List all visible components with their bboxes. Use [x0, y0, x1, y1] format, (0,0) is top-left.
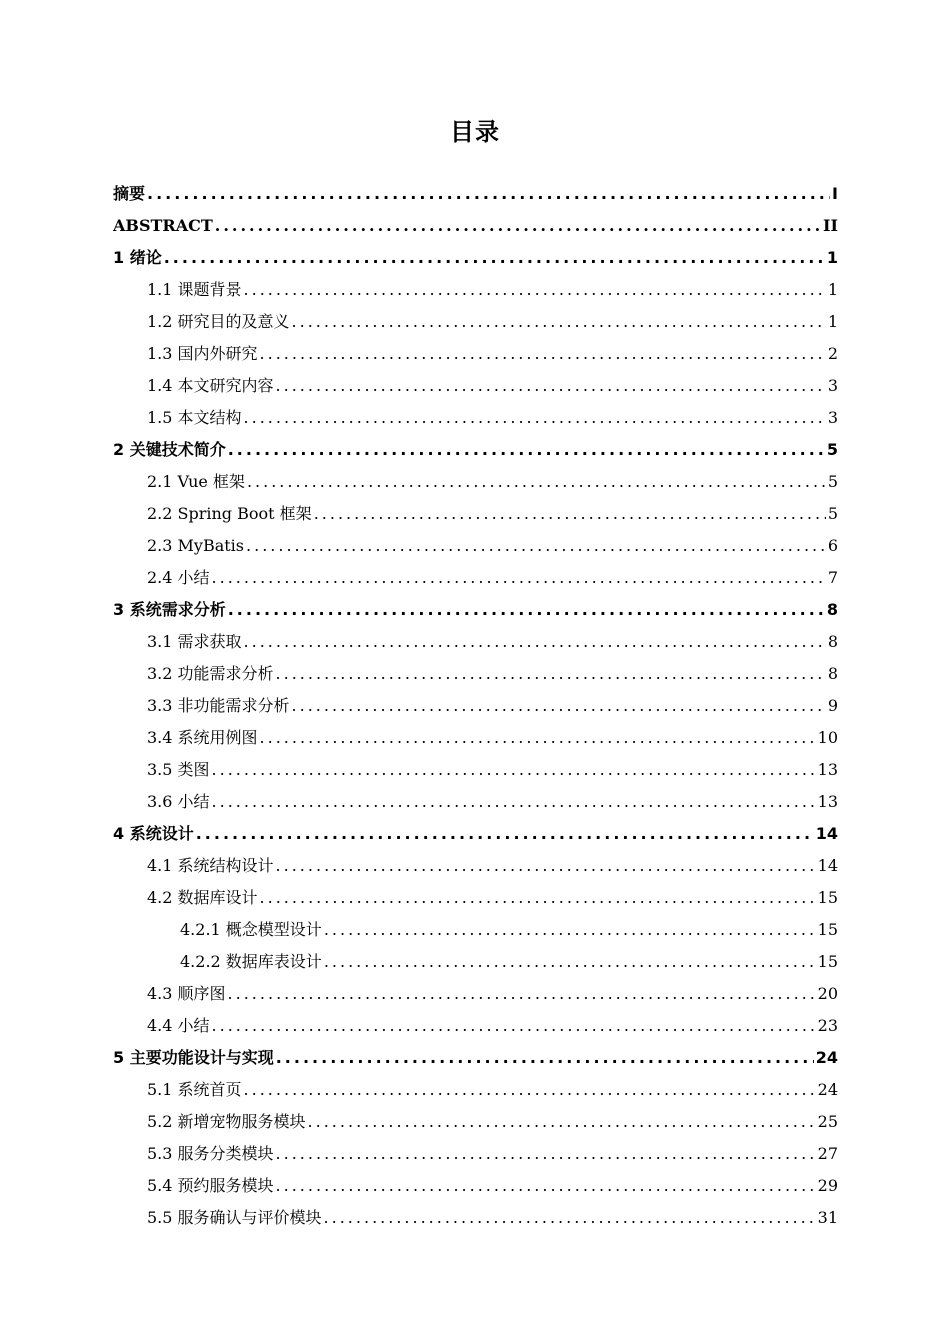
toc-dot-leader — [276, 1138, 816, 1170]
toc-entry[interactable] — [113, 754, 838, 786]
toc-entry-page: 8 — [826, 600, 838, 619]
toc-entry[interactable] — [113, 402, 838, 434]
toc-entry-label: 3.5 类图 — [147, 760, 210, 779]
toc-entry-label: 2.3 MyBatis — [147, 536, 245, 555]
toc-entry[interactable] — [113, 1170, 838, 1202]
toc-entry-label: 4.2.1 概念模型设计 — [180, 920, 322, 939]
toc-dot-leader — [212, 754, 816, 786]
toc-entry[interactable] — [113, 338, 838, 370]
toc-entry[interactable] — [113, 562, 838, 594]
toc-entry-page: I — [832, 184, 838, 203]
toc-entry-label: 4.2 数据库设计 — [147, 888, 258, 907]
toc-entry-label: 3 系统需求分析 — [113, 600, 226, 619]
toc-entry-label: ABSTRACT — [113, 216, 213, 235]
toc-entry-page: 13 — [817, 792, 838, 811]
toc-entry-page: 1 — [826, 248, 838, 267]
toc-dot-leader — [246, 530, 826, 562]
toc-entry-page: 31 — [817, 1208, 838, 1227]
toc-entry[interactable] — [113, 946, 838, 978]
toc-entry-label: 1.2 研究目的及意义 — [147, 312, 290, 331]
toc-entry-label: 1.5 本文结构 — [147, 408, 242, 427]
toc-dot-leader — [276, 850, 816, 882]
toc-entry[interactable] — [113, 818, 838, 850]
toc-entry-page: 25 — [817, 1112, 838, 1131]
toc-entry-label: 2.4 小结 — [147, 568, 210, 587]
toc-entry[interactable] — [113, 178, 838, 210]
toc-entry-label: 1 绪论 — [113, 248, 162, 267]
toc-dot-leader — [212, 562, 826, 594]
toc-entry[interactable] — [113, 658, 838, 690]
toc-dot-leader — [276, 370, 826, 402]
toc-dot-leader — [292, 690, 826, 722]
toc-dot-leader — [308, 1106, 816, 1138]
toc-entry-label: 3.1 需求获取 — [147, 632, 242, 651]
table-of-contents — [113, 178, 838, 1234]
toc-entry[interactable] — [113, 626, 838, 658]
toc-entry-page: 14 — [815, 824, 838, 843]
toc-entry[interactable] — [113, 722, 838, 754]
toc-entry-page: 1 — [827, 312, 838, 331]
toc-entry-page: 5 — [827, 472, 838, 491]
toc-entry-page: 3 — [827, 376, 838, 395]
toc-entry[interactable] — [113, 274, 838, 306]
toc-dot-leader — [228, 434, 825, 466]
toc-entry-label: 5.3 服务分类模块 — [147, 1144, 274, 1163]
toc-entry[interactable] — [113, 594, 838, 626]
toc-entry-label: 4.3 顺序图 — [147, 984, 226, 1003]
toc-entry-page: 8 — [827, 664, 838, 683]
toc-dot-leader — [276, 1170, 816, 1202]
toc-dot-leader — [215, 210, 821, 242]
toc-dot-leader — [260, 722, 816, 754]
toc-dot-leader — [260, 338, 826, 370]
toc-entry-label: 1.1 课题背景 — [147, 280, 242, 299]
toc-entry[interactable] — [113, 914, 838, 946]
toc-entry-label: 5.1 系统首页 — [147, 1080, 242, 1099]
toc-dot-leader — [244, 626, 826, 658]
toc-dot-leader — [244, 1074, 816, 1106]
toc-entry[interactable] — [113, 242, 838, 274]
toc-entry-label: 摘要 — [113, 184, 146, 203]
toc-entry-page: 13 — [817, 760, 838, 779]
toc-dot-leader — [228, 594, 825, 626]
toc-entry-label: 4 系统设计 — [113, 824, 194, 843]
toc-entry-page: 7 — [827, 568, 838, 587]
toc-entry[interactable] — [113, 1010, 838, 1042]
toc-dot-leader — [247, 466, 826, 498]
toc-entry[interactable] — [113, 434, 838, 466]
toc-dot-leader — [212, 1010, 816, 1042]
toc-entry[interactable] — [113, 1202, 838, 1234]
toc-dot-leader — [196, 818, 814, 850]
toc-entry[interactable] — [113, 1042, 838, 1074]
toc-dot-leader — [147, 178, 830, 210]
toc-entry[interactable] — [113, 1106, 838, 1138]
toc-entry-page: 27 — [817, 1144, 838, 1163]
toc-dot-leader — [244, 402, 826, 434]
toc-entry-page: 20 — [817, 984, 838, 1003]
toc-entry[interactable] — [113, 978, 838, 1010]
toc-dot-leader — [314, 498, 826, 530]
toc-entry-label: 5.5 服务确认与评价模块 — [147, 1208, 322, 1227]
toc-entry-page: 24 — [815, 1048, 838, 1067]
toc-entry-label: 4.2.2 数据库表设计 — [180, 952, 322, 971]
toc-dot-leader — [244, 274, 826, 306]
toc-entry-label: 5.2 新增宠物服务模块 — [147, 1112, 306, 1131]
toc-entry[interactable] — [113, 370, 838, 402]
toc-entry-page: II — [823, 216, 838, 235]
toc-entry-page: 8 — [827, 632, 838, 651]
toc-entry-page: 15 — [817, 888, 838, 907]
toc-entry-page: 2 — [827, 344, 838, 363]
toc-entry[interactable] — [113, 786, 838, 818]
toc-entry-page: 29 — [817, 1176, 838, 1195]
toc-dot-leader — [324, 946, 816, 978]
toc-entry[interactable] — [113, 306, 838, 338]
toc-dot-leader — [324, 1202, 816, 1234]
toc-entry-page: 14 — [817, 856, 838, 875]
toc-entry[interactable] — [113, 1138, 838, 1170]
toc-entry-page: 5 — [827, 504, 838, 523]
toc-entry[interactable] — [113, 466, 838, 498]
toc-entry-page: 3 — [827, 408, 838, 427]
toc-dot-leader — [228, 978, 816, 1010]
toc-entry-page: 23 — [817, 1016, 838, 1035]
toc-entry-label: 4.4 小结 — [147, 1016, 210, 1035]
toc-dot-leader — [276, 658, 826, 690]
toc-entry-page: 9 — [827, 696, 838, 715]
toc-entry-label: 3.3 非功能需求分析 — [147, 696, 290, 715]
toc-dot-leader — [212, 786, 816, 818]
toc-dot-leader — [276, 1042, 814, 1074]
toc-entry[interactable] — [113, 530, 838, 562]
toc-entry-label: 3.2 功能需求分析 — [147, 664, 274, 683]
toc-entry-label: 3.6 小结 — [147, 792, 210, 811]
toc-entry-label: 5.4 预约服务模块 — [147, 1176, 274, 1195]
toc-entry[interactable] — [113, 210, 838, 242]
toc-dot-leader — [164, 242, 825, 274]
toc-dot-leader — [324, 914, 816, 946]
toc-entry-page: 15 — [817, 952, 838, 971]
toc-entry-page: 1 — [827, 280, 838, 299]
toc-entry[interactable] — [113, 882, 838, 914]
toc-entry[interactable] — [113, 850, 838, 882]
toc-entry-page: 5 — [826, 440, 838, 459]
toc-entry-label: 2.2 Spring Boot 框架 — [147, 504, 312, 523]
toc-entry-label: 3.4 系统用例图 — [147, 728, 258, 747]
toc-entry[interactable] — [113, 498, 838, 530]
toc-entry-page: 6 — [827, 536, 838, 555]
toc-entry[interactable] — [113, 690, 838, 722]
toc-entry-page: 24 — [817, 1080, 838, 1099]
toc-entry-label: 4.1 系统结构设计 — [147, 856, 274, 875]
page-title: 目录 — [450, 118, 500, 146]
toc-entry-label: 5 主要功能设计与实现 — [113, 1048, 274, 1067]
toc-dot-leader — [260, 882, 816, 914]
toc-entry-page: 10 — [817, 728, 838, 747]
toc-entry-label: 1.3 国内外研究 — [147, 344, 258, 363]
toc-entry[interactable] — [113, 1074, 838, 1106]
toc-dot-leader — [292, 306, 826, 338]
toc-entry-label: 1.4 本文研究内容 — [147, 376, 274, 395]
toc-entry-label: 2 关键技术简介 — [113, 440, 226, 459]
toc-entry-page: 15 — [817, 920, 838, 939]
toc-entry-label: 2.1 Vue 框架 — [147, 472, 245, 491]
